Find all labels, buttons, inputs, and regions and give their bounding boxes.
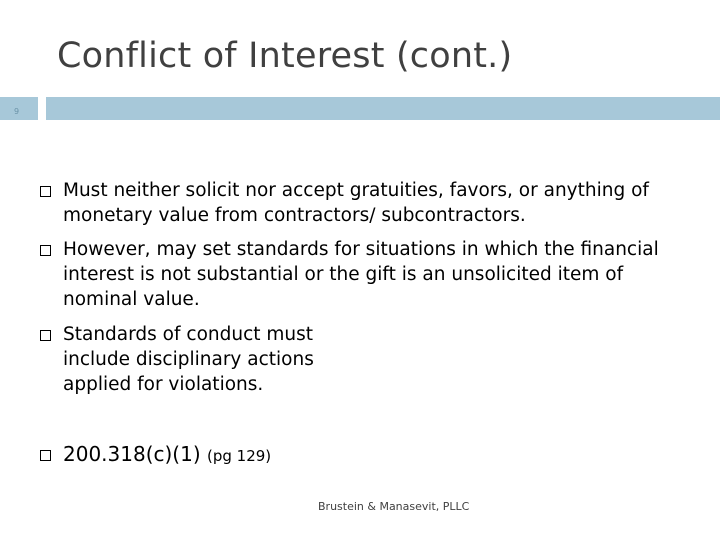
bullet-text: Standards of conduct must include disciplinary actions applied for violations. [63, 324, 314, 395]
square-bullet-icon [40, 186, 51, 197]
bullet-text: However, may set standards for situations in which the financial interest is not substantial or the gift is an unsolicited item of nominal value. [63, 239, 659, 310]
square-bullet-icon [40, 330, 51, 341]
slide-number: 9 [14, 107, 20, 116]
square-bullet-icon [40, 245, 51, 256]
bullet-text [63, 440, 271, 470]
citation-text: 200.318(c)(1) [63, 442, 201, 466]
accent-bar [46, 97, 720, 120]
page-reference: (pg 129) [207, 447, 272, 465]
bullet-text: Must neither solicit nor accept gratuities, favors, or anything of monetary value from contractors/ subcontractors. [63, 180, 649, 226]
slide-title: Conflict of Interest (cont.) [57, 36, 513, 76]
footer-text: Brustein & Manasevit, PLLC [318, 500, 470, 513]
square-bullet-icon [40, 450, 51, 461]
